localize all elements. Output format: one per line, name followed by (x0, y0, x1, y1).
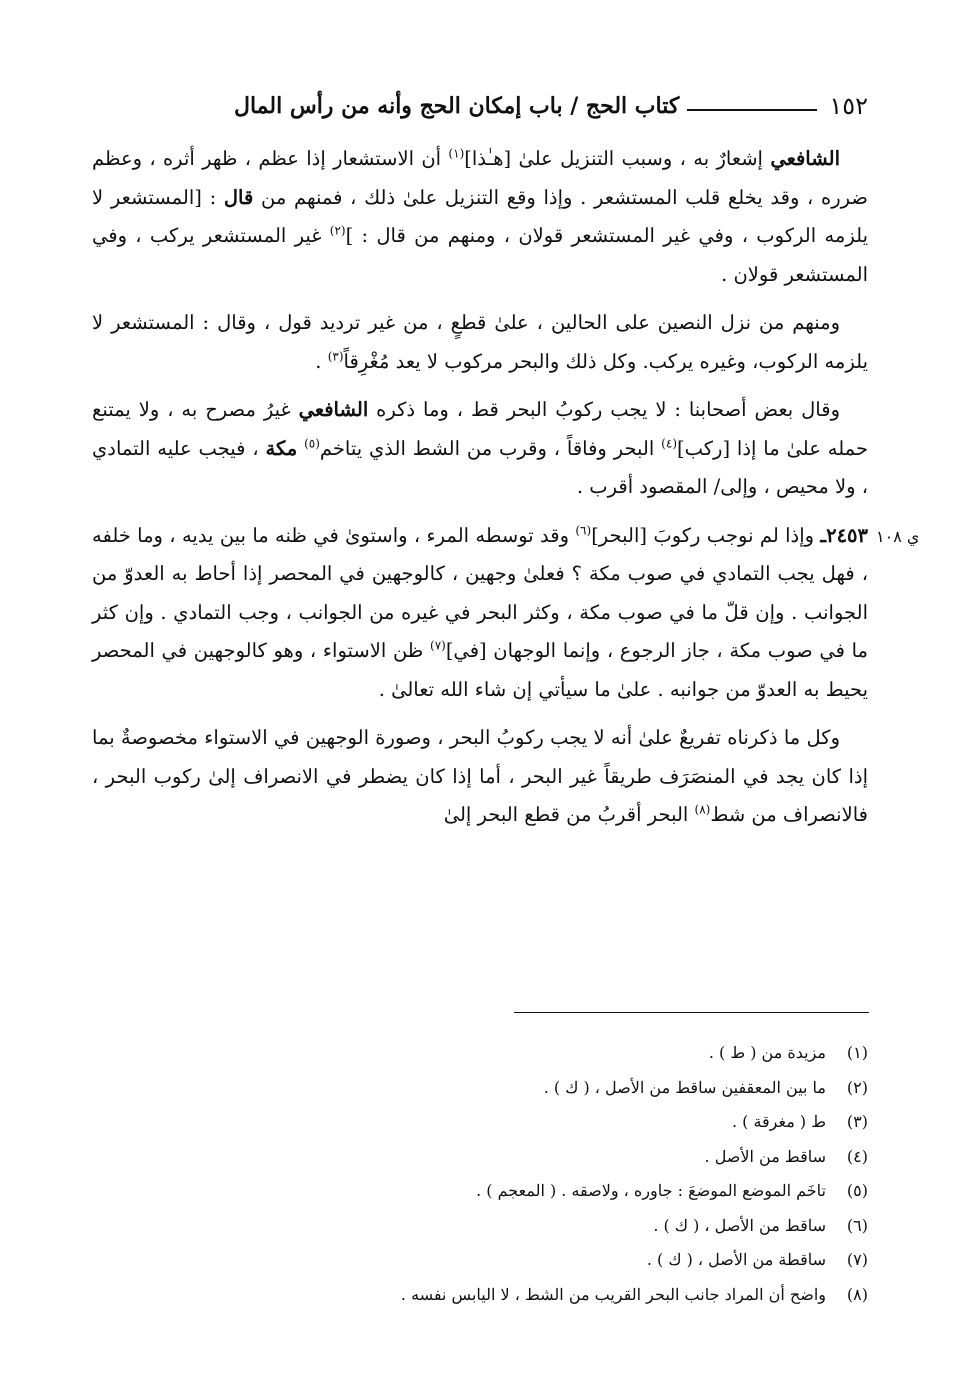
footnote-number: (٥) (846, 1181, 868, 1200)
footnote-ref: (٧) (430, 638, 446, 653)
footnote (308, 1243, 868, 1278)
header-title: كتاب الحج / باب إمكان الحج وأنه من رأس المال (233, 93, 680, 119)
page-number: ١٥٢ (829, 92, 868, 120)
footnote-divider (514, 1012, 869, 1013)
footnote-text: ساقطة من الأصل ، ( ك ) . (646, 1250, 826, 1269)
text-run: وكل ما ذكرناه تفريعٌ علىٰ أنه لا يجب ركوبُ البحر ، وصورة الوجهين في الاستواء مخصوصةٌ بما إذا كان يجد في المنصَرَف طريقاً غير البحر ، أما إذا كان يضطر في الانصراف إلىٰ ركوب البحر ، فالانصراف من شط (92, 726, 868, 826)
footnote-ref: (١) (448, 146, 465, 161)
footnote-text: تاخَم الموضع الموضعَ : جاوره ، ولاصقه . ( المعجم ) . (476, 1181, 826, 1200)
main-text (92, 140, 868, 845)
footnote-text: واضح أن المراد جانب البحر القريب من الشط ، لا اليابس نفسه . (400, 1284, 826, 1304)
footnote (308, 1071, 868, 1106)
footnote-number: (٦) (846, 1215, 868, 1235)
bold-term: الشافعي (770, 147, 840, 170)
footnote-text: ط ( مغرقة ) . (731, 1112, 826, 1131)
text-run: البحر أقربُ من قطع البحر إلىٰ (443, 803, 695, 826)
text-run: ظن الاستواء ، وهو كالوجهين في المحصر يحيط به العدوّ من جوانبه . علىٰ ما سيأتي إن شاء الله تعالىٰ . (92, 639, 868, 701)
text-run: أن الاستشعار إذا عظم ، ظهر أثره ، وعظم ضرره ، وقد يخلع قلب المستشعر . وإذا وقع التنزيل علىٰ ذلك ، فمنهم من (92, 147, 868, 209)
footnote-ref: (٦) (575, 523, 592, 537)
footnote-ref: (٥) (304, 436, 320, 450)
footnote (308, 1209, 868, 1244)
footnote-number: (١) (846, 1043, 868, 1062)
footnote-ref: (٢) (329, 223, 346, 238)
bold-term: قال (223, 185, 254, 209)
running-header (90, 88, 868, 124)
footnote-text: مزيدة من ( ط ) . (708, 1043, 826, 1062)
text-run: : [المستشعر لا يلزمه الركوب ، وفي غير المستشعر قولان ، ومنهم من قال : ] (92, 185, 868, 247)
paragraph-5 (92, 719, 868, 835)
text-run: إشعارٌ به ، وسبب التنزيل علىٰ [هـٰذا] (464, 147, 771, 170)
text-run: البحر وفاقاً ، وقرب من الشط الذي يتاخم (319, 436, 662, 460)
footnote (308, 1278, 868, 1313)
footnote-number: (٨) (846, 1284, 868, 1304)
footnote-ref: (٤) (661, 436, 677, 450)
text-run: ، فيجب عليه التمادي ، ولا محيص ، وإلى/ المقصود أقرب . (92, 436, 868, 498)
text-run: ومنهم من نزل النصين على الحالين ، علىٰ قطعٍ ، من غير ترديد قول ، وقال : المستشعر لا يلزمه الركوب، وغيره يركب. وكل ذلك والبحر مركوب لا يعد مُغْرِقاً (92, 311, 868, 373)
footnote-text: ما بين المعقفين ساقط من الأصل ، ( ك ) . (543, 1077, 826, 1097)
footnote (308, 1140, 868, 1175)
paragraph-4 (92, 517, 868, 710)
text-run: وقد توسطه المرء ، واستوىٰ في ظنه ما بين يديه ، وما خلفه ، فهل يجب التمادي في صوب مكة ؟ فعلىٰ وجهين ، كالوجهين في المحصر إذا أحاط به العدوّ من الجوانب . وإن قلّ ما في صوب مكة ، وكثر البحر في غيره من الجوانب ، وجب التمادي . وإن كثر ما في صوب مكة ، جاز الرجوع ، وإنما الوجهان [في] (92, 523, 868, 662)
issue-number: ٢٤٥٣ـ (820, 523, 868, 547)
header-rule (687, 109, 817, 111)
footnote (308, 1036, 868, 1071)
footnote-number: (٣) (846, 1112, 868, 1131)
text-run: غير المستشعر يركب ، وفي المستشعر قولان . (92, 224, 868, 286)
text-run: وإذا لم نوجب ركوبَ [البحر] (591, 523, 821, 547)
text-run: غيرُ مصرح به ، ولا يمتنع حمله علىٰ ما إذا [ركب] (92, 398, 868, 460)
manuscript-folio-note: ي ١٠٨ (876, 527, 920, 546)
footnote-number: (٢) (846, 1077, 868, 1097)
footnote-text: ساقط من الأصل ، ( ك ) . (653, 1215, 826, 1235)
footnotes (308, 1036, 868, 1312)
footnote-number: (٧) (846, 1250, 868, 1269)
footnote-ref: (٣) (327, 349, 344, 363)
bold-term: الشافعي (298, 398, 369, 421)
text-run: . (315, 349, 328, 373)
bold-term: مكة (265, 436, 298, 460)
text-run: وقال بعض أصحابنا : لا يجب ركوبُ البحر قط ، وما ذكره (368, 398, 840, 421)
paragraph-3 (92, 391, 868, 507)
footnote-text: ساقط من الأصل . (704, 1146, 826, 1166)
paragraph-1 (92, 140, 868, 294)
footnote (308, 1105, 868, 1140)
footnote (308, 1174, 868, 1209)
paragraph-2 (92, 304, 868, 381)
footnote-ref: (٨) (694, 802, 711, 817)
footnote-number: (٤) (846, 1146, 868, 1166)
